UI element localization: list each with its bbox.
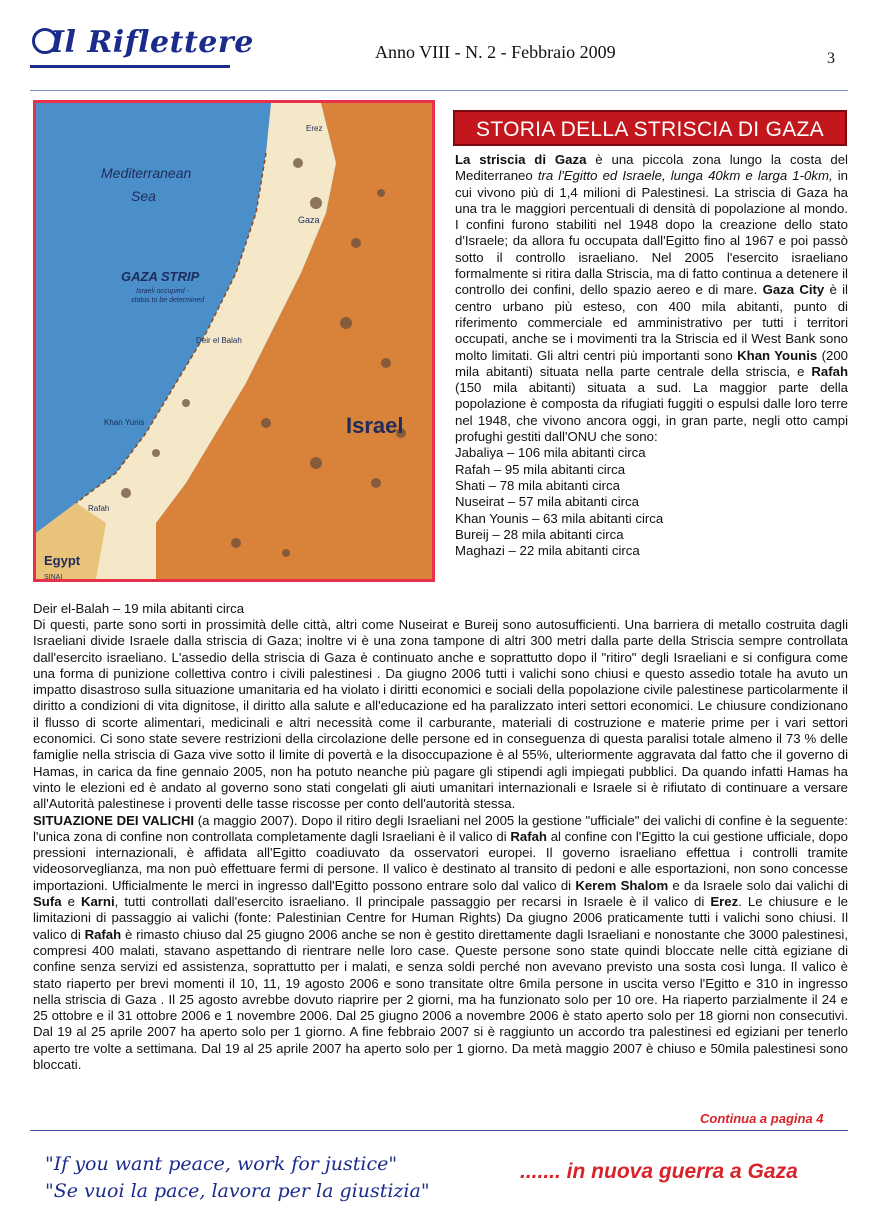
page-number: 3 [827,50,835,67]
body-text: (a maggio 2007). Dopo il ritiro degli Israeliani nel 2005 la gestione "ufficiale" dei valichi di confine è la seguente: l'unica zona di confine non controllata completamente dagli Israeliani è il valico di [33,812,848,844]
footer-tagline: ....... in nuova guerra a Gaza [520,1160,798,1183]
map-label-strip: GAZA STRIP [121,269,200,284]
map-label-sea2: Sea [131,188,156,204]
map-illustration [36,103,432,579]
body-text: al confine con l'Egitto la cui gestione ufficiale, dopo pressioni internazionali, è affidata all'Egitto coadiuvato da osservatori europei. Il governo israeliano effettua i controlli tramite videosorveglianza, ma non può effettuare fermi di persone. Il valico è destinato al transito di pedoni e alle esportazioni, non sono concesse importazioni. Ufficialmente le merci in ingresso dall'Egitto possono entrare solo dal valico di [33,828,849,893]
map-label-deir: Deir el Balah [196,336,242,345]
camp-last-item: Deir el-Balah – 19 mila abitanti circa [33,601,245,616]
map-label-strip-note2: status to be determined [131,297,205,304]
article-body [33,617,848,1073]
map-label-strip-note: Israeli occupied - [136,288,189,295]
logo: Il Riflettere [50,25,254,60]
masthead [30,20,850,80]
intro-bold-gaza-city: Gaza City [762,282,825,298]
header-divider [30,90,848,91]
list-item: Nuseirat – 57 mila abitanti circa [455,494,639,510]
body-text: . Le chiusure e le limitazioni di passaggio ai valichi (fonte: Palestinian Centre for Human Rights) Da giugno 2006 praticamente tutti i valichi sono chiusi. Il valico di [33,894,849,942]
gaza-strip-map [33,100,435,582]
intro-text-1: è una piccola zona lungo la costa del Mediterraneo [455,152,848,184]
intro-bold-khan-younis: Khan Younis [737,347,818,363]
bold-sufa: Sufa [33,894,62,910]
map-label-gaza: Gaza [298,215,320,225]
intro-bold-gaza: La striscia di Gaza [455,152,587,167]
article-title: STORIA DELLA STRISCIA DI GAZA [453,110,847,146]
list-item: Shati – 78 mila abitanti circa [455,477,620,493]
list-item: Maghazi – 22 mila abitanti circa [455,543,640,559]
map-label-erez: Erez [306,124,323,133]
intro-text-2: tra l'Egitto ed Israele, lunga 40km e larga 1-0km, [537,168,833,184]
list-item: Jabaliya – 106 mila abitanti circa [455,445,646,461]
body-text: è rimasto chiuso dal 25 giugno 2006 anche se non è gestito direttamente dagli Israeliani e nonostante che 3000 palestinesi, compresi 400 malati, stavano aspettando di rientrare nelle loro case. Queste persone sono state quindi bloccate nelle città egiziane di confine senza servizi ed assistenza, soprattutto per i malati, e senza soldi perché non avevano previsto una sosta così lunga. Il valico è stato riaperto per brevi momenti il 10, 11, 19 agosto 2006 e sono transitate oltre 6mila persone in uscita verso l'Egitto e 310 in ingresso nella striscia di Gaza . Il 25 agosto avrebbe dovuto riaprire per 2 giorni, ma ha funzionato solo per 10 ore. Ha riaperto parzialmente il 24 e 25 ottobre e il 31 ottobre 2006 e 1 novembre 2006. Dal 25 giugno 2006 a novembre 2006 è stato aperto solo per 18 giorni non consecutivi. Dal 19 al 25 aprile 2007 ha aperto solo per 1 giorno. A fine febbraio 2007 si è raggiunto un accordo tra palestinesi ed egiziani per tenerlo aperto tre volte a settimana. Dal 19 al 25 aprile 2007 ha aperto solo per 1 giorno. Da metà maggio 2007 è chiuso e 50mila palestinesi sono bloccati. [33,926,848,1073]
intro-paragraph [455,152,848,445]
intro-text-6: (150 mila abitanti) situata a sud. La maggior parte della popolazione è composta da rifugiati fuggiti o espulsi dalle loro terre nel 1948, che vivono ancora oggi, in gran parte, negli otto campi profughi gestiti dall'ONU che sono: [455,380,848,445]
bold-karni: Karni [80,894,115,910]
continue-link[interactable]: Continua a pagina 4 [700,1111,824,1126]
bold-rafah-2: Rafah [84,926,122,942]
quote-english: "If you want peace, work for justice" [45,1153,398,1175]
article-intro [455,152,848,559]
list-item: Rafah – 95 mila abitanti circa [455,461,626,477]
list-item: Khan Younis – 63 mila abitanti circa [455,510,664,526]
logo-underline [30,65,230,68]
map-label-egypt: Egypt [44,553,81,568]
body-text: e [61,894,81,910]
footer-divider [30,1130,848,1131]
body-paragraph-1: Di questi, parte sono sorti in prossimità delle città, altri come Nuseirat e Bureij sono autosufficienti. Una barriera di metallo costruita dagli Israeliani divide Israele dalla striscia di Gaza; inoltre vi è una zona tampone di altri 300 metri dalla parte della Striscia sempre controllata dall'esercito israeliano. L'assedio della striscia di Gaza è continuato anche e soprattutto dopo il "ritiro" degli Israeliani e si configura come una forma di punizione collettiva contro i civili palestinesi . Da giugno 2006 tutti i valichi sono chiusi e questo assedio totale ha avuto un impatto disastroso sulla situazione umanitaria ed ha violato i diritti economici e sociali della popolazione civile palestinese particolarmente il diritto a condizioni di vita dignitose, il diritto alla salute e all'educazione ed ha paralizzato interi settori economici. Le chiusure condizionano il flusso di scorte alimentari, medicinali e altri necessità come il carburante, materiali di costruzione e materie prime per i vari settori economici. Ci sono state severe restrizioni della circolazione delle persone ed in conseguenza di questa paralisi totale almeno il 73 % delle famiglie nella striscia di Gaza vive sotto il limite di povertà e la disoccupazione è al 55%, ulteriormente aggravata dal fatto che il governo di Hamas, in carica da fine gennaio 2005, non ha potuto neanche più pagare gli stipendi agli impiegati pubblici. Da quando infatti Hamas ha vinto le elezioni ed è andato al governo sono stati congelati gli aiuti umanitari internazionali e Israele si è rifiutato di continuare a versare all'Autorità palestinese i proventi delle tasse riscosse per conto dell'autorità stessa. [33,617,848,812]
map-label-rafah: Rafah [88,504,110,513]
intro-text-3: in cui vivono più di 1,4 milioni di Palestinesi. La striscia di Gaza ha una tra le maggiori percentuali di densità di popolazione al mondo. I confini furono stabiliti nel 1948 dopo la creazione dello stato d'Israele; da allora fu occupata dall'Egitto fino al 1967 e poi passò sotto il controllo israeliano. Nel 2005 l'esercito israeliano formalmente si ritira dalla Striscia, ma di fatto continua a detenere il controllo dei confini, dello spazio aereo e di mare. [455,168,848,298]
intro-bold-rafah: Rafah [811,363,848,379]
bold-erez: Erez [710,894,739,910]
map-label-sea: Mediterranean [101,165,192,181]
map-label-khan-yunis: Khan Yunis [104,418,145,427]
map-label-sinai: SINAI [44,574,63,579]
camp-list [455,445,848,559]
list-item: Bureij – 28 mila abitanti circa [455,526,624,542]
intro-text-5: (200 mila abitanti) situata nella parte centrale della striscia, e [455,347,849,379]
bold-rafah: Rafah [510,828,547,844]
issue-info: Anno VIII - N. 2 - Febbraio 2009 [375,42,616,62]
intro-text-4: è il centro urbano più esteso, con 400 mila abitanti, punto di riferimento commerciale ed amministrativo per tutti i territori occupati, anche se i movimenti tra la Striscia ed il West Bank sono molto limitati. Gli altri centri più importanti sono [455,282,848,363]
body-text: e da Israele solo dai valichi di [668,877,848,893]
body-paragraph-2 [33,813,848,1074]
section-heading-valichi: SITUAZIONE DEI VALICHI [33,812,195,828]
bold-kerem-shalom: Kerem Shalom [575,877,669,893]
map-label-israel: Israel [346,413,404,438]
quote-italian: "Se vuoi la pace, lavora per la giustizia" [45,1180,430,1202]
body-text: , tutti controllati dall'esercito israeliano. Il principale passaggio per recarsi in Israele è il valico di [114,894,711,910]
